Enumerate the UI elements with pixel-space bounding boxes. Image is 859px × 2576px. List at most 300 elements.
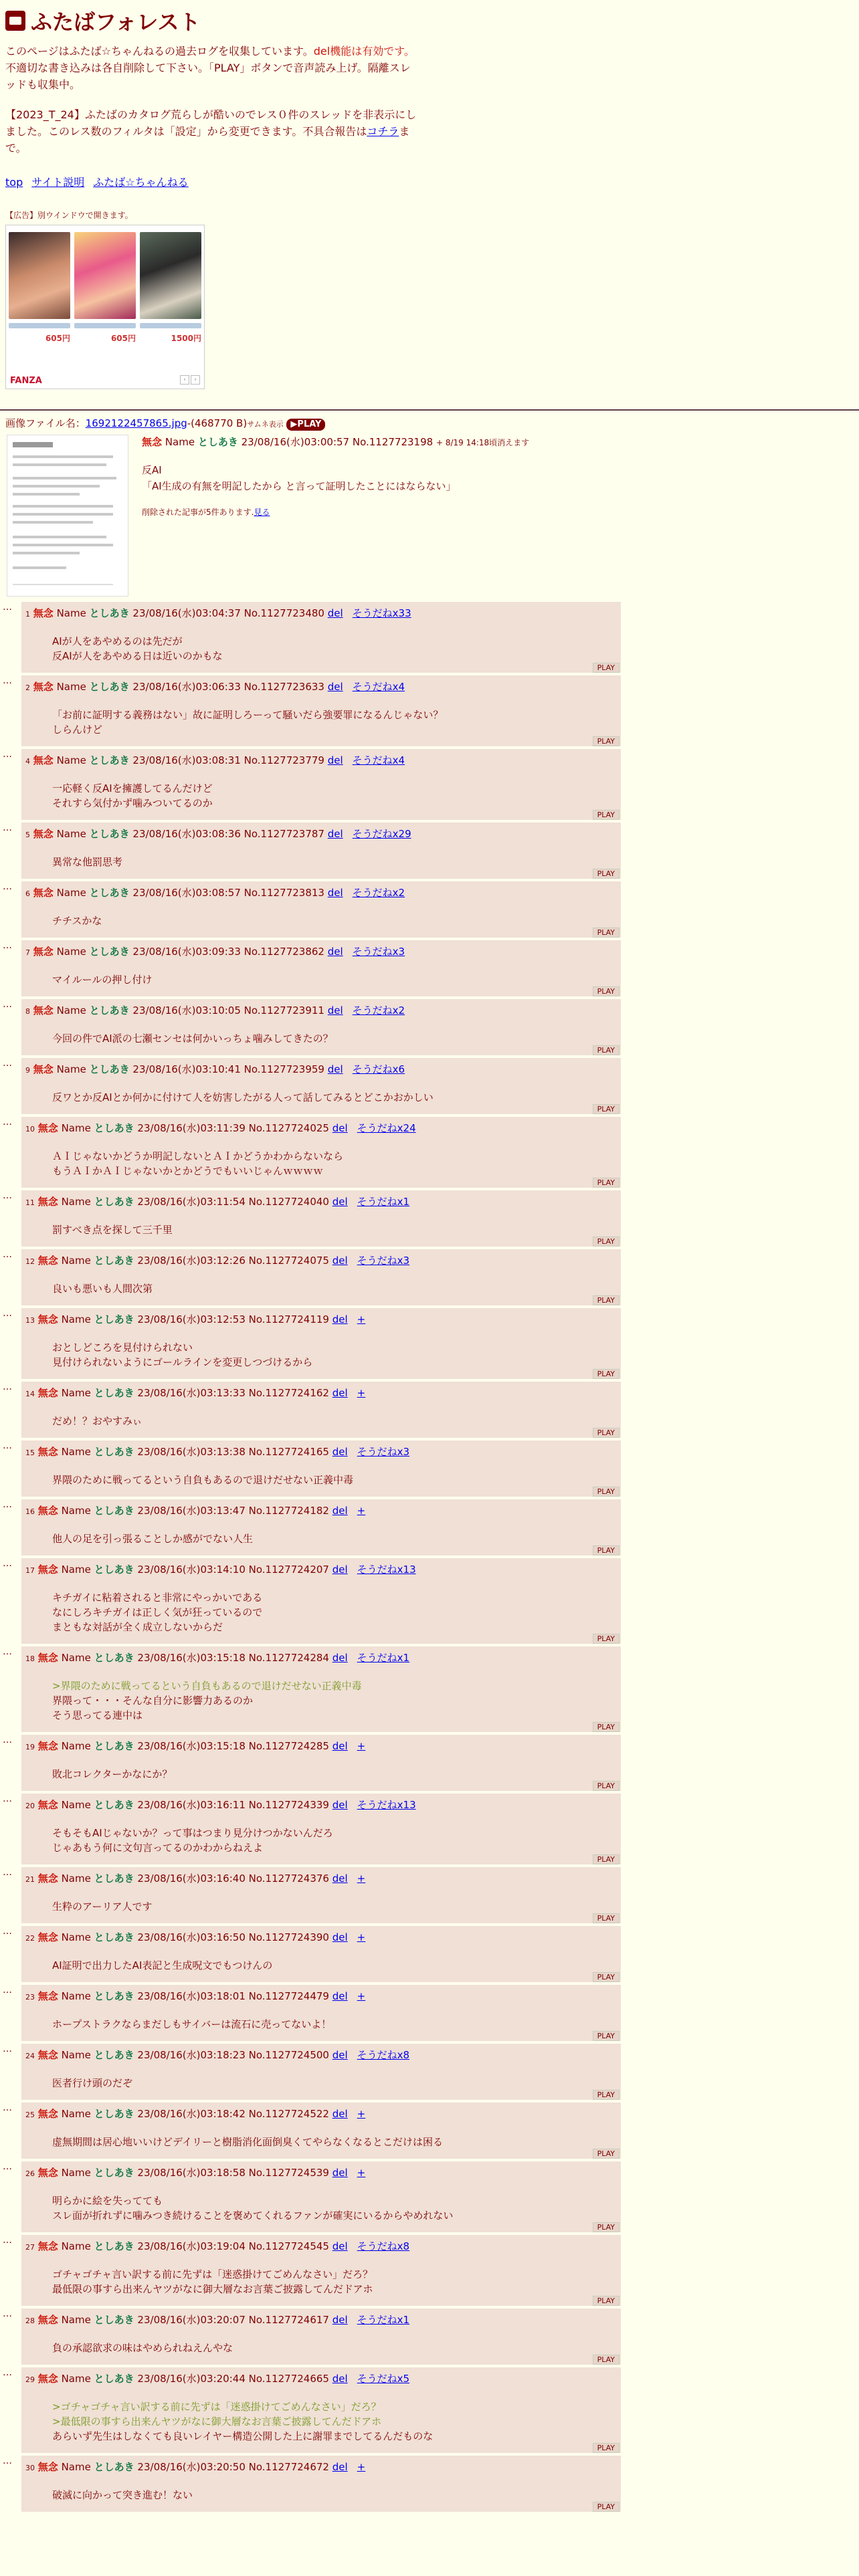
- reply-row: [0, 1249, 859, 1305]
- reply-row: [0, 2367, 859, 2453]
- ad-item[interactable]: [74, 232, 136, 344]
- file-size: -(468770 B): [187, 417, 248, 429]
- op-body: [142, 435, 529, 597]
- reply-header: [25, 1386, 621, 1402]
- name-label: Name: [61, 1931, 91, 1943]
- reply-list: [0, 602, 859, 2512]
- reply-marker: …: [3, 1190, 12, 1201]
- sodane-button[interactable]: そうだねx1: [357, 1652, 410, 1664]
- reply-body: [52, 2076, 621, 2090]
- reply-post: [21, 999, 621, 1055]
- reply-index: 4: [25, 757, 30, 766]
- reply-post: [21, 1117, 621, 1188]
- name-label: Name: [61, 1196, 91, 1208]
- reply-body: [52, 1958, 621, 1973]
- reply-marker: …: [3, 2235, 12, 2246]
- reply-line: 負の承認欲求の味はやめられねえんやな: [52, 2342, 233, 2354]
- reply-post: [21, 823, 621, 879]
- del-link[interactable]: del: [332, 1564, 348, 1576]
- reply-row: [0, 2309, 859, 2365]
- sodane-plus-button[interactable]: +: [357, 1872, 366, 1885]
- intro-text-2: 不適切な書き込みは各自削除して下さい。「PLAY」ボタンで音声読み上げ。隔離スレッドも収集中。: [5, 62, 411, 91]
- reply-play-button[interactable]: PLAY: [593, 1237, 619, 1247]
- reply-play-button[interactable]: PLAY: [593, 2149, 619, 2159]
- sodane-button[interactable]: そうだねx4: [352, 754, 405, 766]
- ad-price: 1500円: [171, 334, 201, 343]
- site-intro: [5, 43, 420, 93]
- sodane-button[interactable]: そうだねx8: [357, 2049, 410, 2061]
- reply-play-button[interactable]: PLAY: [593, 1913, 619, 1923]
- poster-name: としあき: [94, 1652, 134, 1664]
- sodane-button[interactable]: そうだねx3: [352, 946, 405, 958]
- reply-header: [25, 753, 621, 769]
- quote-line: >界隈のために戦ってるという自負もあるので退けだせない正義中毒: [52, 1680, 362, 1692]
- reply-index: 10: [25, 1125, 35, 1134]
- poster-name: としあき: [94, 1196, 134, 1208]
- file-link[interactable]: 1692122457865.jpg: [85, 417, 187, 429]
- reply-index: 21: [25, 1875, 35, 1884]
- del-link[interactable]: del: [332, 2240, 348, 2252]
- reply-body: [52, 708, 621, 737]
- post-date: 23/08/16(水)03:12:26 No.1127724075: [137, 1255, 329, 1267]
- reply-header: [25, 1930, 621, 1946]
- sodane-plus-button[interactable]: +: [357, 2167, 366, 2179]
- poster-name: としあき: [94, 1990, 134, 2002]
- sodane-button[interactable]: そうだねx13: [357, 1799, 416, 1811]
- sodane-button[interactable]: そうだねx29: [352, 828, 411, 840]
- reply-index: 27: [25, 2243, 35, 2252]
- reply-marker: …: [3, 1985, 12, 1996]
- ad-price: 605円: [110, 334, 136, 343]
- reply-row: [0, 749, 859, 820]
- del-link[interactable]: del: [332, 1990, 348, 2002]
- sodane-plus-button[interactable]: +: [357, 2108, 366, 2120]
- reply-index: 19: [25, 1743, 35, 1751]
- reply-line: だめ！？おやすみぃ: [52, 1415, 142, 1427]
- reply-index: 25: [25, 2111, 35, 2119]
- reply-play-button[interactable]: PLAY: [593, 1295, 619, 1305]
- ad-image[interactable]: [9, 232, 70, 319]
- reply-post: [21, 1985, 621, 2041]
- reply-row: [0, 1558, 859, 1644]
- post-date: 23/08/16(水)03:18:42 No.1127724522: [137, 2108, 329, 2120]
- reply-post: [21, 1249, 621, 1305]
- reply-index: 22: [25, 1934, 35, 1943]
- op-line: 反AI: [142, 464, 162, 476]
- post-date: 23/08/16(水)03:15:18 No.1127724285: [137, 1740, 329, 1752]
- reply-play-button[interactable]: PLAY: [593, 928, 619, 938]
- del-link[interactable]: del: [332, 2314, 348, 2326]
- reply-marker: …: [3, 940, 12, 951]
- reply-header: [25, 2165, 621, 2181]
- reply-play-button[interactable]: PLAY: [593, 1722, 619, 1732]
- del-link[interactable]: del: [327, 946, 343, 958]
- reply-row: [0, 2161, 859, 2232]
- name-label: Name: [61, 1564, 91, 1576]
- reply-play-button[interactable]: PLAY: [593, 736, 619, 746]
- reply-line: 他人の足を引っ張ることしか感がでない人生: [52, 1533, 254, 1545]
- del-link[interactable]: del: [332, 1799, 348, 1811]
- reply-marker: …: [3, 1117, 12, 1128]
- reply-marker: …: [3, 675, 12, 686]
- reply-play-button[interactable]: PLAY: [593, 2222, 619, 2232]
- post-subject: 無念: [37, 2461, 58, 2473]
- reply-line: 反AIが人をあやめる日は近いのかもな: [52, 650, 223, 662]
- poster-name: としあき: [94, 2049, 134, 2061]
- reply-line: ゴチャゴチャ言い訳する前に先ずは「迷惑掛けてごめんなさい」だろ？: [52, 2268, 373, 2280]
- del-link[interactable]: del: [327, 1004, 343, 1016]
- reply-post: [21, 602, 621, 673]
- reply-marker: …: [3, 1382, 12, 1392]
- sodane-button[interactable]: そうだねx3: [357, 1446, 410, 1458]
- reply-play-button[interactable]: PLAY: [593, 2090, 619, 2100]
- reply-line: 今回の件でAI派の七瀬センセは何かいっちょ噛みしてきたの？: [52, 1033, 333, 1045]
- sodane-button[interactable]: そうだねx3: [357, 1255, 410, 1267]
- reply-line: 反ワとか反AIとか何かに付けて人を妨害したがる人って話してみるとどこかおかしい: [52, 1091, 434, 1103]
- sodane-button[interactable]: そうだねx24: [357, 1122, 416, 1134]
- reply-play-button[interactable]: PLAY: [593, 1369, 619, 1379]
- reply-index: 2: [25, 683, 30, 692]
- post-date: 23/08/16(水)03:08:57 No.1127723813: [132, 887, 324, 899]
- poster-name: としあき: [94, 2314, 134, 2326]
- sodane-plus-button[interactable]: +: [357, 1990, 366, 2002]
- del-link[interactable]: del: [332, 2108, 348, 2120]
- reply-marker: …: [3, 2044, 12, 2054]
- reply-line: 良いも悪いも人間次第: [52, 1283, 153, 1295]
- del-link[interactable]: del: [332, 1652, 348, 1664]
- poster-name: としあき: [94, 1122, 134, 1134]
- name-label: Name: [61, 2108, 91, 2120]
- reply-play-button[interactable]: PLAY: [593, 2031, 619, 2041]
- post-date: 23/08/16(水)03:13:33 No.1127724162: [137, 1387, 329, 1399]
- deleted-text: 削除された記事が5件あります.: [142, 508, 254, 517]
- ad-brand-logo[interactable]: FANZA: [10, 376, 42, 386]
- sodane-button[interactable]: そうだねx2: [352, 887, 405, 899]
- reply-line: 罰すべき点を探して三千里: [52, 1224, 173, 1236]
- reply-post: [21, 2103, 621, 2159]
- reply-row: [0, 1058, 859, 1114]
- post-subject: 無念: [33, 681, 54, 693]
- reply-line: 最低限の事すら出来んヤツがなに御大層なお言葉ご披露してんだドアホ: [52, 2283, 373, 2295]
- reply-line: 見付けられないようにゴールラインを変更しつづけるから: [52, 1356, 313, 1368]
- reply-play-button[interactable]: PLAY: [593, 1545, 619, 1555]
- sodane-button[interactable]: そうだねx1: [357, 2314, 410, 2326]
- del-link[interactable]: del: [332, 1505, 348, 1517]
- reply-marker: …: [3, 2456, 12, 2466]
- poster-name: としあき: [89, 1063, 130, 1075]
- name-label: Name: [56, 754, 86, 766]
- reply-header: [25, 1253, 621, 1269]
- reply-body: [52, 1340, 621, 1370]
- post-subject: 無念: [33, 946, 54, 958]
- reply-header: [25, 885, 621, 901]
- post-date: 23/08/16(水)03:16:40 No.1127724376: [137, 1872, 329, 1885]
- reply-play-button[interactable]: PLAY: [593, 2355, 619, 2365]
- poster-name: としあき: [94, 1505, 134, 1517]
- reply-line: マイルールの押し付け: [52, 974, 153, 986]
- reply-body: [52, 1149, 621, 1178]
- del-link[interactable]: del: [332, 2373, 348, 2385]
- post-subject: 無念: [37, 1990, 58, 2002]
- reply-header: [25, 2460, 621, 2476]
- reply-line: まともな対話が全く成立しないからだ: [52, 1621, 223, 1633]
- sodane-plus-button[interactable]: +: [357, 2461, 366, 2473]
- name-label: Name: [61, 1505, 91, 1517]
- reply-line: 「お前に証明する義務はない」故に証明しろーって騒いだら強要罪になるんじゃない？: [52, 709, 444, 721]
- post-subject: 無念: [37, 1652, 58, 1664]
- name-label: Name: [61, 2240, 91, 2252]
- name-label: Name: [56, 946, 86, 958]
- reply-body: [52, 2267, 621, 2296]
- poster-name: としあき: [89, 828, 130, 840]
- name-label: Name: [61, 2461, 91, 2473]
- reply-play-button[interactable]: PLAY: [593, 1972, 619, 1982]
- del-link[interactable]: del: [332, 2167, 348, 2179]
- del-link[interactable]: del: [332, 1196, 348, 1208]
- reply-row: [0, 1382, 859, 1438]
- reply-row: [0, 1499, 859, 1555]
- reply-post: [21, 675, 621, 746]
- reply-post: [21, 1499, 621, 1555]
- poster-name: としあき: [197, 436, 238, 448]
- reply-play-button[interactable]: PLAY: [593, 869, 619, 879]
- reply-line: ホープストラクならまだしもサイバーは流石に売ってないよ！: [52, 2018, 332, 2030]
- reply-marker: …: [3, 999, 12, 1010]
- name-label: Name: [61, 2167, 91, 2179]
- reply-play-button[interactable]: PLAY: [593, 1045, 619, 1055]
- reply-header: [25, 1312, 621, 1328]
- post-date: 23/08/16(水)03:04:37 No.1127723480: [132, 607, 324, 619]
- reply-row: [0, 602, 859, 673]
- intro-del-note: del機能は有効です。: [313, 45, 415, 58]
- sodane-button[interactable]: そうだねx1: [357, 1196, 410, 1208]
- contact-link[interactable]: コチラ: [367, 125, 399, 138]
- post-subject: 無念: [142, 436, 163, 448]
- post-subject: 無念: [37, 1122, 58, 1134]
- reply-line: 異常な他罰思考: [52, 856, 123, 868]
- post-subject: 無念: [37, 1799, 58, 1811]
- notice-text-3: まで。: [5, 125, 410, 154]
- op-header: [142, 435, 529, 449]
- show-deleted-link[interactable]: 見る: [254, 508, 270, 517]
- reply-play-button[interactable]: PLAY: [593, 2443, 619, 2453]
- post-subject: 無念: [37, 1313, 58, 1325]
- post-subject: 無念: [33, 828, 54, 840]
- reply-play-button[interactable]: PLAY: [593, 810, 619, 820]
- reply-header: [25, 679, 621, 695]
- notice-text-2: レス０件のスレッドを非表示にしました。このレス数のフィルタは「設定」から変更できます。不具合報告は: [5, 108, 417, 138]
- op-line: 「AI生成の有無を明記したから と言って証明したことにはならない」: [142, 480, 456, 492]
- chevron-left-icon[interactable]: ‹: [180, 375, 189, 385]
- ad-image[interactable]: [74, 232, 136, 319]
- post-subject: 無念: [33, 1063, 54, 1075]
- play-button[interactable]: ▶PLAY: [286, 419, 325, 431]
- del-link[interactable]: del: [327, 681, 343, 693]
- post-subject: 無念: [37, 1872, 58, 1885]
- reply-marker: …: [3, 749, 12, 760]
- sodane-plus-button[interactable]: +: [357, 1505, 366, 1517]
- ad-item[interactable]: [9, 232, 70, 344]
- reply-index: 24: [25, 2052, 35, 2060]
- sodane-plus-button[interactable]: +: [357, 1387, 366, 1399]
- ad-item[interactable]: [140, 232, 201, 344]
- reply-post: [21, 1440, 621, 1497]
- reply-header: [25, 944, 621, 960]
- reply-row: [0, 1867, 859, 1923]
- reply-line: 生粋のアーリア人です: [52, 1901, 153, 1913]
- poster-name: としあき: [89, 754, 130, 766]
- reply-body: [52, 1826, 621, 1855]
- reply-play-button[interactable]: PLAY: [593, 2296, 619, 2306]
- reply-index: 5: [25, 831, 30, 839]
- sodane-button[interactable]: そうだねx4: [352, 681, 405, 693]
- del-link[interactable]: del: [327, 887, 343, 899]
- reply-post: [21, 2367, 621, 2453]
- reply-play-button[interactable]: PLAY: [593, 1178, 619, 1188]
- top-link[interactable]: top: [5, 176, 23, 189]
- quote-line: >ゴチャゴチャ言い訳する前に先ずは「迷惑掛けてごめんなさい」だろ？: [52, 2401, 381, 2413]
- reply-index: 7: [25, 948, 30, 957]
- reply-post: [21, 1190, 621, 1247]
- expiry-note: + 8/19 14:18頃消えます: [436, 438, 530, 447]
- reply-body: [52, 1473, 621, 1487]
- reply-line: あらいず先生はしなくても良いレイヤー構造公開した上に謝罪までしてるんだものな: [52, 2430, 434, 2442]
- reply-play-button[interactable]: PLAY: [593, 1854, 619, 1864]
- post-date: 23/08/16(水)03:13:47 No.1127724182: [137, 1505, 329, 1517]
- name-label: Name: [56, 1063, 86, 1075]
- post-subject: 無念: [33, 754, 54, 766]
- reply-body: [52, 855, 621, 869]
- del-link[interactable]: del: [327, 754, 343, 766]
- del-link[interactable]: del: [332, 1740, 348, 1752]
- post-date: 23/08/16(水)03:18:01 No.1127724479: [137, 1990, 329, 2002]
- reply-header: [25, 1562, 621, 1578]
- reply-header: [25, 1444, 621, 1461]
- del-link[interactable]: del: [332, 1931, 348, 1943]
- reply-row: [0, 1926, 859, 1982]
- poster-name: としあき: [94, 1740, 134, 1752]
- reply-index: 16: [25, 1507, 35, 1516]
- del-link[interactable]: del: [332, 2049, 348, 2061]
- reply-row: [0, 1735, 859, 1791]
- sodane-button[interactable]: そうだねx8: [357, 2240, 410, 2252]
- name-label: Name: [165, 436, 195, 448]
- sodane-plus-button[interactable]: +: [357, 1313, 366, 1325]
- reply-play-button[interactable]: PLAY: [593, 2502, 619, 2512]
- sodane-button[interactable]: そうだねx13: [357, 1564, 416, 1576]
- reply-header: [25, 1194, 621, 1210]
- reply-post: [21, 940, 621, 996]
- reply-body: [52, 1767, 621, 1782]
- reply-line: もうＡＩかＡＩじゃないかとかどうでもいいじゃんｗｗｗｗ: [52, 1165, 324, 1177]
- reply-play-button[interactable]: PLAY: [593, 1428, 619, 1438]
- reply-play-button[interactable]: PLAY: [593, 1487, 619, 1497]
- name-label: Name: [56, 828, 86, 840]
- reply-play-button[interactable]: PLAY: [593, 663, 619, 673]
- reply-marker: …: [3, 881, 12, 892]
- reply-line: キチガイに粘着されると非常にやっかいである: [52, 1592, 263, 1604]
- reply-index: 15: [25, 1448, 35, 1457]
- post-date: 23/08/16(水)03:10:41 No.1127723959: [132, 1063, 324, 1075]
- name-label: Name: [61, 1740, 91, 1752]
- reply-row: [0, 881, 859, 938]
- reply-header: [25, 2107, 621, 2123]
- reply-body: [52, 1679, 621, 1723]
- reply-post: [21, 2235, 621, 2306]
- post-date: 23/08/16(水)03:12:53 No.1127724119: [137, 1313, 329, 1325]
- del-link[interactable]: del: [332, 1122, 348, 1134]
- post-subject: 無念: [33, 887, 54, 899]
- del-link[interactable]: del: [327, 607, 343, 619]
- sodane-button[interactable]: そうだねx2: [352, 1004, 405, 1016]
- reply-post: [21, 1794, 621, 1864]
- reply-index: 29: [25, 2375, 35, 2384]
- futaba-link[interactable]: ふたば☆ちゃんねる: [93, 176, 189, 189]
- reply-post: [21, 1558, 621, 1644]
- reply-play-button[interactable]: PLAY: [593, 1781, 619, 1791]
- post-subject: 無念: [37, 1255, 58, 1267]
- reply-play-button[interactable]: PLAY: [593, 986, 619, 996]
- name-label: Name: [61, 1799, 91, 1811]
- del-link[interactable]: del: [332, 1872, 348, 1885]
- reply-index: 9: [25, 1066, 30, 1075]
- reply-row: [0, 1985, 859, 2041]
- del-link[interactable]: del: [332, 1313, 348, 1325]
- poster-name: としあき: [94, 1564, 134, 1576]
- name-label: Name: [56, 681, 86, 693]
- sodane-plus-button[interactable]: +: [357, 1740, 366, 1752]
- sodane-plus-button[interactable]: +: [357, 1931, 366, 1943]
- poster-name: としあき: [94, 1446, 134, 1458]
- del-link[interactable]: del: [332, 1446, 348, 1458]
- reply-body: [52, 1090, 621, 1105]
- reply-index: 6: [25, 889, 30, 898]
- reply-line: 界隈って・・・そんな自分に影響力あるのか: [52, 1695, 254, 1707]
- ad-image[interactable]: [140, 232, 201, 319]
- post-date: 23/08/16(水)03:16:11 No.1127724339: [137, 1799, 329, 1811]
- del-link[interactable]: del: [327, 1063, 343, 1075]
- post-date: 23/08/16(水)03:06:33 No.1127723633: [132, 681, 324, 693]
- reply-body: [52, 1222, 621, 1237]
- del-link[interactable]: del: [327, 828, 343, 840]
- reply-play-button[interactable]: PLAY: [593, 1104, 619, 1114]
- reply-line: ＡＩじゃないかどうか明記しないとＡＩかどうかわからないなら: [52, 1150, 344, 1162]
- del-link[interactable]: del: [332, 2461, 348, 2473]
- post-date: 23/08/16(水)03:19:04 No.1127724545: [137, 2240, 329, 2252]
- reply-body: [52, 1031, 621, 1046]
- reply-play-button[interactable]: PLAY: [593, 1634, 619, 1644]
- sodane-button[interactable]: そうだねx6: [352, 1063, 405, 1075]
- sodane-button[interactable]: そうだねx5: [357, 2373, 410, 2385]
- op-thumbnail[interactable]: [7, 435, 128, 597]
- del-link[interactable]: del: [332, 1387, 348, 1399]
- poster-name: としあき: [94, 2240, 134, 2252]
- ad-banner[interactable]: [5, 225, 205, 389]
- sodane-button[interactable]: そうだねx33: [352, 607, 411, 619]
- post-date: 23/08/16(水)03:20:50 No.1127724672: [137, 2461, 329, 2473]
- reply-line: そもそもAIじゃないか？って事はつまり見分けつかないんだろ: [52, 1827, 333, 1839]
- reply-marker: …: [3, 2367, 12, 2378]
- reply-row: [0, 675, 859, 746]
- post-subject: 無念: [37, 2240, 58, 2252]
- del-link[interactable]: del: [332, 1255, 348, 1267]
- reply-body: [52, 914, 621, 928]
- post-subject: 無念: [37, 1446, 58, 1458]
- site-description-link[interactable]: サイト説明: [31, 176, 85, 189]
- chevron-right-icon[interactable]: ›: [191, 375, 200, 385]
- futaba-logo-icon[interactable]: [5, 11, 25, 31]
- poster-name: としあき: [89, 681, 130, 693]
